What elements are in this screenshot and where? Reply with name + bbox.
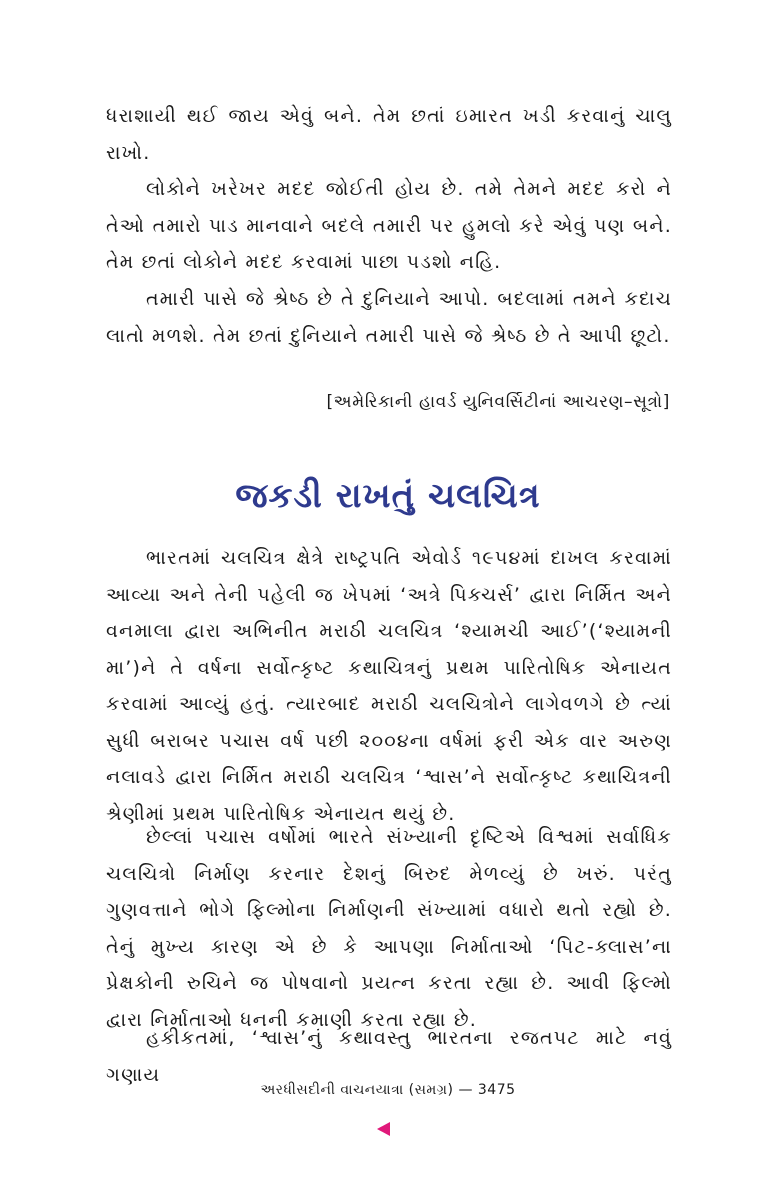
paragraph-help-people: લોકોને ખરેખર મદદ જોઈતી હોય છે. તમે તેમને મદદ કરો ને તેઓ તમારો પાડ માનવાને બદલે તમારી પર હુમલો કરે એવું પણ બને. તેમ છતાં લોકોને મદદ કરવામાં પાછા પડશો નહિ. (106, 178, 672, 273)
paragraph-film-award: ભારતમાં ચલચિત્ર ક્ષેત્રે રાષ્ટ્રપતિ એવોર્ડ ૧૯૫૪માં દાખલ કરવામાં આવ્યા અને તેની પહેલી જ ખેપમાં ‘અત્રે પિક્ચર્સ’ દ્વારા નિર્મિત અને વનમાલા દ્વારા અભિનીત મરાઠી ચલચિત્ર ‘શ્યામચી આઈ’(‘શ્યામની મા’)ને તે વર્ષના સર્વોત્કૃષ્ટ કથાચિત્રનું પ્રથમ પારિતોષિક એનાયત કરવામાં આવ્યું હતું. ત્યારબાદ મરાઠી ચલચિત્રોને લાગેવળગે છે ત્યાં સુધી બરાબર પચાસ વર્ષ પછી ૨૦૦૪ના વર્ષમાં ફરી એક વાર અરુણ નલાવડે દ્વારા નિર્મિત મરાઠી ચલચિત્ર ‘શ્વાસ’ને સર્વોત્કૃષ્ટ કથાચિત્રની શ્રેણીમાં પ્રથમ પારિતોષિક એનાયત થયું છે. (106, 547, 672, 825)
page-footer (0, 1082, 776, 1098)
triangle-left-icon[interactable] (377, 1122, 390, 1136)
quote-source: [અમેરિકાની હાવર્ડ યુનિવર્સિટીનાં આચરણ–સૂત્રો] (326, 392, 670, 412)
footer-book-title: અરધીસદીની વાચનયાત્રા (સમગ્ર) (260, 1082, 454, 1098)
paragraph-fifty-years: છેલ્લાં પચાસ વર્ષોમાં ભારતે સંખ્યાની દૃષ્ટિએ વિશ્વમાં સર્વાધિક ચલચિત્રો નિર્માણ કરનાર દેશનું બિરુદ મેળવ્યું છે ખરું. પરંતુ ગુણવત્તાને ભોગે ફિલ્મોના નિર્માણની સંખ્યામાં વધારો થતો રહ્યો છે. તેનું મુખ્ય કારણ એ છે કે આપણા નિર્માતાઓ ‘પિટ-ક્લાસ’ના પ્રેક્ષકોની રુચિને જ પોષવાનો પ્રયત્ન કરતા રહ્યા છે. આવી ફિલ્મો દ્વારા નિર્માતાઓ ધનની કમાણી કરતા રહ્યા છે. (106, 826, 672, 1031)
footer-page-number: 3475 (477, 1082, 516, 1098)
paragraph-shwaas: હકીકતમાં, ‘શ્વાસ’નું કથાવસ્તુ ભારતના રજતપટ માટે નવું ગણાય (106, 1027, 672, 1086)
paragraph-continued: ધરાશાયી થઈ જાય એવું બને. તેમ છતાં ઇમારત ખડી કરવાનું ચાલુ રાખો. (106, 105, 672, 164)
article-title: જકડી રાખતું ચલચિત્ર (235, 476, 541, 516)
footer-separator: — (458, 1082, 473, 1098)
paragraph-give-best: તમારી પાસે જે શ્રેષ્ઠ છે તે દુનિયાને આપો. બદલામાં તમને કદાચ લાતો મળશે. તેમ છતાં દુનિયાને તમારી પાસે જે શ્રેષ્ઠ છે તે આપી છૂટો. (106, 288, 672, 347)
